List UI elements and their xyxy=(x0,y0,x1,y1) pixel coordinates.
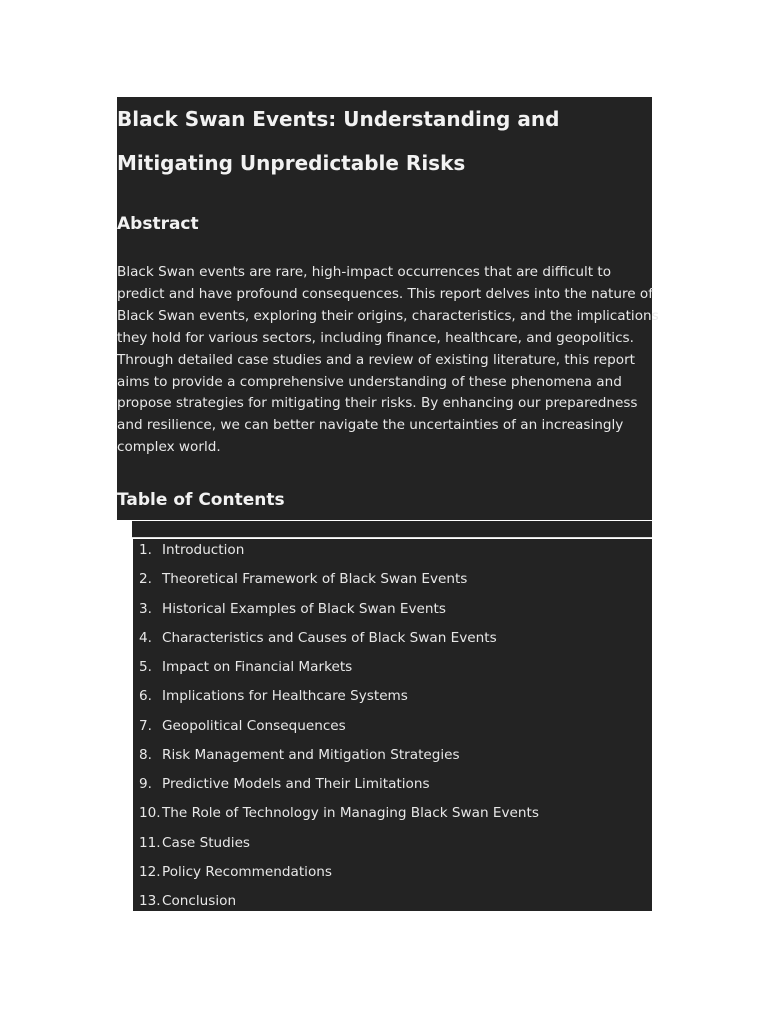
document-title xyxy=(117,97,637,185)
document-title-line-2: Mitigating Unpredictable Risks xyxy=(117,151,466,175)
abstract-line: Through detailed case studies and a review of existing literature, this report xyxy=(117,351,635,368)
toc-item-label: The Role of Technology in Managing Black Swan Events xyxy=(162,805,539,822)
toc-item-label: Introduction xyxy=(162,542,245,558)
toc-item-label: Historical Examples of Black Swan Events xyxy=(162,600,446,617)
toc-item-predictive-models[interactable] xyxy=(139,773,539,802)
abstract-line: propose strategies for mitigating their risks. By enhancing our preparedness xyxy=(117,395,638,412)
toc-item-label: Policy Recommendations xyxy=(162,863,332,880)
toc-item-label: Implications for Healthcare Systems xyxy=(162,688,408,705)
toc-item-policy-recommendations[interactable] xyxy=(139,861,539,890)
toc-item-risk-management[interactable] xyxy=(139,744,539,773)
abstract-line: aims to provide a comprehensive understanding of these phenomena and xyxy=(117,373,622,390)
abstract-line: Black Swan events, exploring their origins, characteristics, and the implications xyxy=(117,307,659,324)
toc-separator xyxy=(132,521,652,538)
toc-item-introduction[interactable] xyxy=(139,539,539,568)
toc-item-number: 5. xyxy=(139,659,152,675)
toc-item-geopolitical-consequences[interactable] xyxy=(139,715,539,744)
toc-item-number: 6. xyxy=(139,688,152,705)
toc-item-historical-examples[interactable] xyxy=(139,598,539,627)
toc-panel xyxy=(133,539,652,911)
abstract-line: and resilience, we can better navigate the uncertainties of an increasingly xyxy=(117,417,624,434)
toc-item-number: 11. xyxy=(139,834,161,851)
toc-item-number: 8. xyxy=(139,746,152,763)
toc-item-number: 7. xyxy=(139,717,152,734)
toc-item-label: Predictive Models and Their Limitations xyxy=(162,776,430,792)
toc-item-number: 3. xyxy=(139,600,152,617)
toc-item-label: Impact on Financial Markets xyxy=(162,659,353,675)
document-title-line-1: Black Swan Events: Understanding and xyxy=(117,107,560,131)
toc-heading: Table of Contents xyxy=(117,490,285,510)
toc-item-conclusion[interactable] xyxy=(139,890,539,919)
toc-item-number: 13. xyxy=(139,893,161,909)
abstract-line: they hold for various sectors, including finance, healthcare, and geopolitics. xyxy=(117,329,634,346)
toc-item-number: 12. xyxy=(139,863,161,880)
toc-item-case-studies[interactable] xyxy=(139,832,539,861)
toc-item-number: 2. xyxy=(139,571,152,588)
toc-item-label: Characteristics and Causes of Black Swan Events xyxy=(162,629,497,646)
abstract-heading: Abstract xyxy=(117,214,199,234)
document-header-panel xyxy=(117,97,659,520)
toc-item-label: Case Studies xyxy=(162,834,251,851)
abstract-line: complex world. xyxy=(117,439,221,456)
toc-item-role-of-technology[interactable] xyxy=(139,802,539,831)
toc-item-number: 1. xyxy=(139,542,152,558)
toc-item-theoretical-framework[interactable] xyxy=(139,568,539,597)
toc-item-number: 10. xyxy=(139,805,161,822)
toc-item-label: Risk Management and Mitigation Strategies xyxy=(162,746,460,763)
toc-item-number: 9. xyxy=(139,776,152,792)
toc-item-label: Theoretical Framework of Black Swan Events xyxy=(162,571,468,588)
toc-item-label: Conclusion xyxy=(162,893,237,909)
toc-item-number: 4. xyxy=(139,629,152,646)
abstract-line: predict and have profound consequences. This report delves into the nature of xyxy=(117,285,654,302)
abstract-body xyxy=(117,262,657,459)
abstract-line: Black Swan events are rare, high-impact occurrences that are difficult to xyxy=(117,264,612,280)
toc-item-financial-markets[interactable] xyxy=(139,656,539,685)
toc-item-healthcare-systems[interactable] xyxy=(139,685,539,714)
table-of-contents xyxy=(139,539,539,919)
toc-item-characteristics-causes[interactable] xyxy=(139,627,539,656)
toc-item-label: Geopolitical Consequences xyxy=(162,717,346,734)
